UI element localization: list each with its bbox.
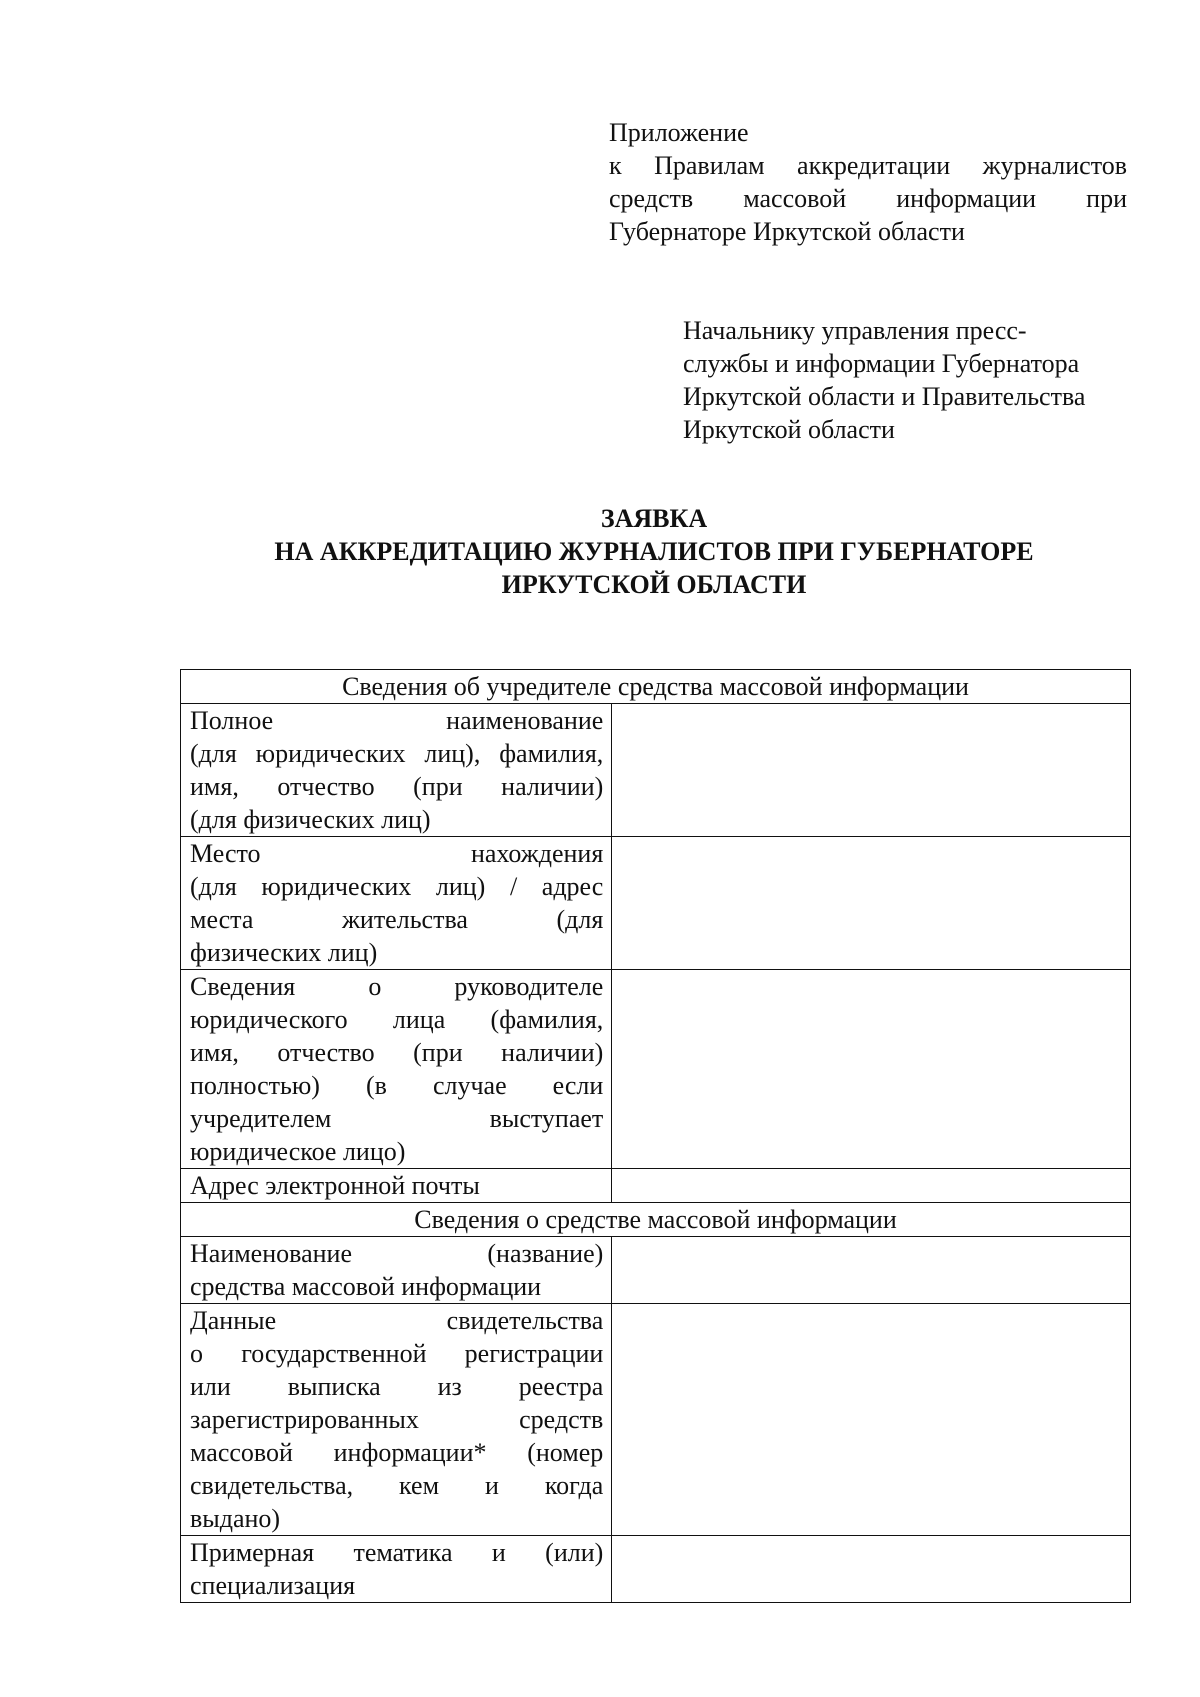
label-line: Место нахождения <box>190 839 604 868</box>
addressee-line: Начальнику управления пресс- <box>683 316 1027 345</box>
document-title <box>180 502 1128 601</box>
table-row <box>181 1169 1131 1203</box>
label-line: Данные свидетельства <box>190 1306 604 1335</box>
label-line: зарегистрированных средств <box>190 1405 604 1434</box>
field-label-email <box>181 1169 612 1203</box>
label-line: юридическое лицо) <box>190 1137 406 1166</box>
label-line: специализация <box>190 1571 356 1600</box>
label-line: физических лиц) <box>190 938 378 967</box>
label-line: юридического лица (фамилия, <box>190 1005 604 1034</box>
section-header-row <box>181 1203 1131 1237</box>
field-label-registration <box>181 1304 612 1536</box>
table-row <box>181 837 1131 970</box>
field-value-topics[interactable] <box>612 1536 1131 1603</box>
title-line: НА АККРЕДИТАЦИЮ ЖУРНАЛИСТОВ ПРИ ГУБЕРНАТОРЕ <box>274 537 1034 566</box>
label-line: (для юридических лиц) / адрес <box>190 872 604 901</box>
table-row <box>181 1536 1131 1603</box>
label-line: места жительства (для <box>190 905 604 934</box>
field-value-location[interactable] <box>612 837 1131 970</box>
label-line: Полное наименование <box>190 706 604 735</box>
title-line: ИРКУТСКОЙ ОБЛАСТИ <box>501 570 807 599</box>
section-media-header: Сведения о средстве массовой информации <box>181 1203 1131 1237</box>
label-line: средства массовой информации <box>190 1272 542 1301</box>
table-row <box>181 970 1131 1169</box>
label-line: полностью) (в случае если <box>190 1071 604 1100</box>
application-form-table <box>180 669 1131 1603</box>
addressee-line: службы и информации Губернатора <box>683 349 1080 378</box>
field-label-location <box>181 837 612 970</box>
label-line: Сведения о руководителе <box>190 972 604 1001</box>
label-line: имя, отчество (при наличии) <box>190 1038 604 1067</box>
field-label-topics <box>181 1536 612 1603</box>
label-line: свидетельства, кем и когда <box>190 1471 604 1500</box>
table-row <box>181 1237 1131 1304</box>
table-row <box>181 1304 1131 1536</box>
label-line: учредителем выступает <box>190 1104 604 1133</box>
table-row <box>181 704 1131 837</box>
field-value-email[interactable] <box>612 1169 1131 1203</box>
label-line: о государственной регистрации <box>190 1339 604 1368</box>
label-line: (для физических лиц) <box>190 805 431 834</box>
appendix-line: средств массовой информации при <box>609 184 1127 213</box>
field-value-media-name[interactable] <box>612 1237 1131 1304</box>
appendix-line: к Правилам аккредитации журналистов <box>609 151 1127 180</box>
label-line: массовой информации* (номер <box>190 1438 604 1467</box>
label-line: имя, отчество (при наличии) <box>190 772 604 801</box>
field-label-head-info <box>181 970 612 1169</box>
label-line: (для юридических лиц), фамилия, <box>190 739 604 768</box>
label-line: Адрес электронной почты <box>190 1171 480 1200</box>
label-line: Примерная тематика и (или) <box>190 1538 604 1567</box>
appendix-line: Приложение <box>609 118 749 147</box>
addressee-block <box>683 314 1143 446</box>
section-header-row <box>181 670 1131 704</box>
field-value-full-name[interactable] <box>612 704 1131 837</box>
addressee-line: Иркутской области и Правительства <box>683 382 1086 411</box>
field-value-registration[interactable] <box>612 1304 1131 1536</box>
title-line: ЗАЯВКА <box>600 504 708 533</box>
field-label-media-name <box>181 1237 612 1304</box>
label-line: выдано) <box>190 1504 281 1533</box>
addressee-line: Иркутской области <box>683 415 895 444</box>
label-line: Наименование (название) <box>190 1239 604 1268</box>
field-value-head-info[interactable] <box>612 970 1131 1169</box>
field-label-full-name <box>181 704 612 837</box>
appendix-block <box>609 116 1127 248</box>
appendix-line: Губернаторе Иркутской области <box>609 217 965 246</box>
label-line: или выписка из реестра <box>190 1372 604 1401</box>
section-founder-header: Сведения об учредителе средства массовой информации <box>181 670 1131 704</box>
